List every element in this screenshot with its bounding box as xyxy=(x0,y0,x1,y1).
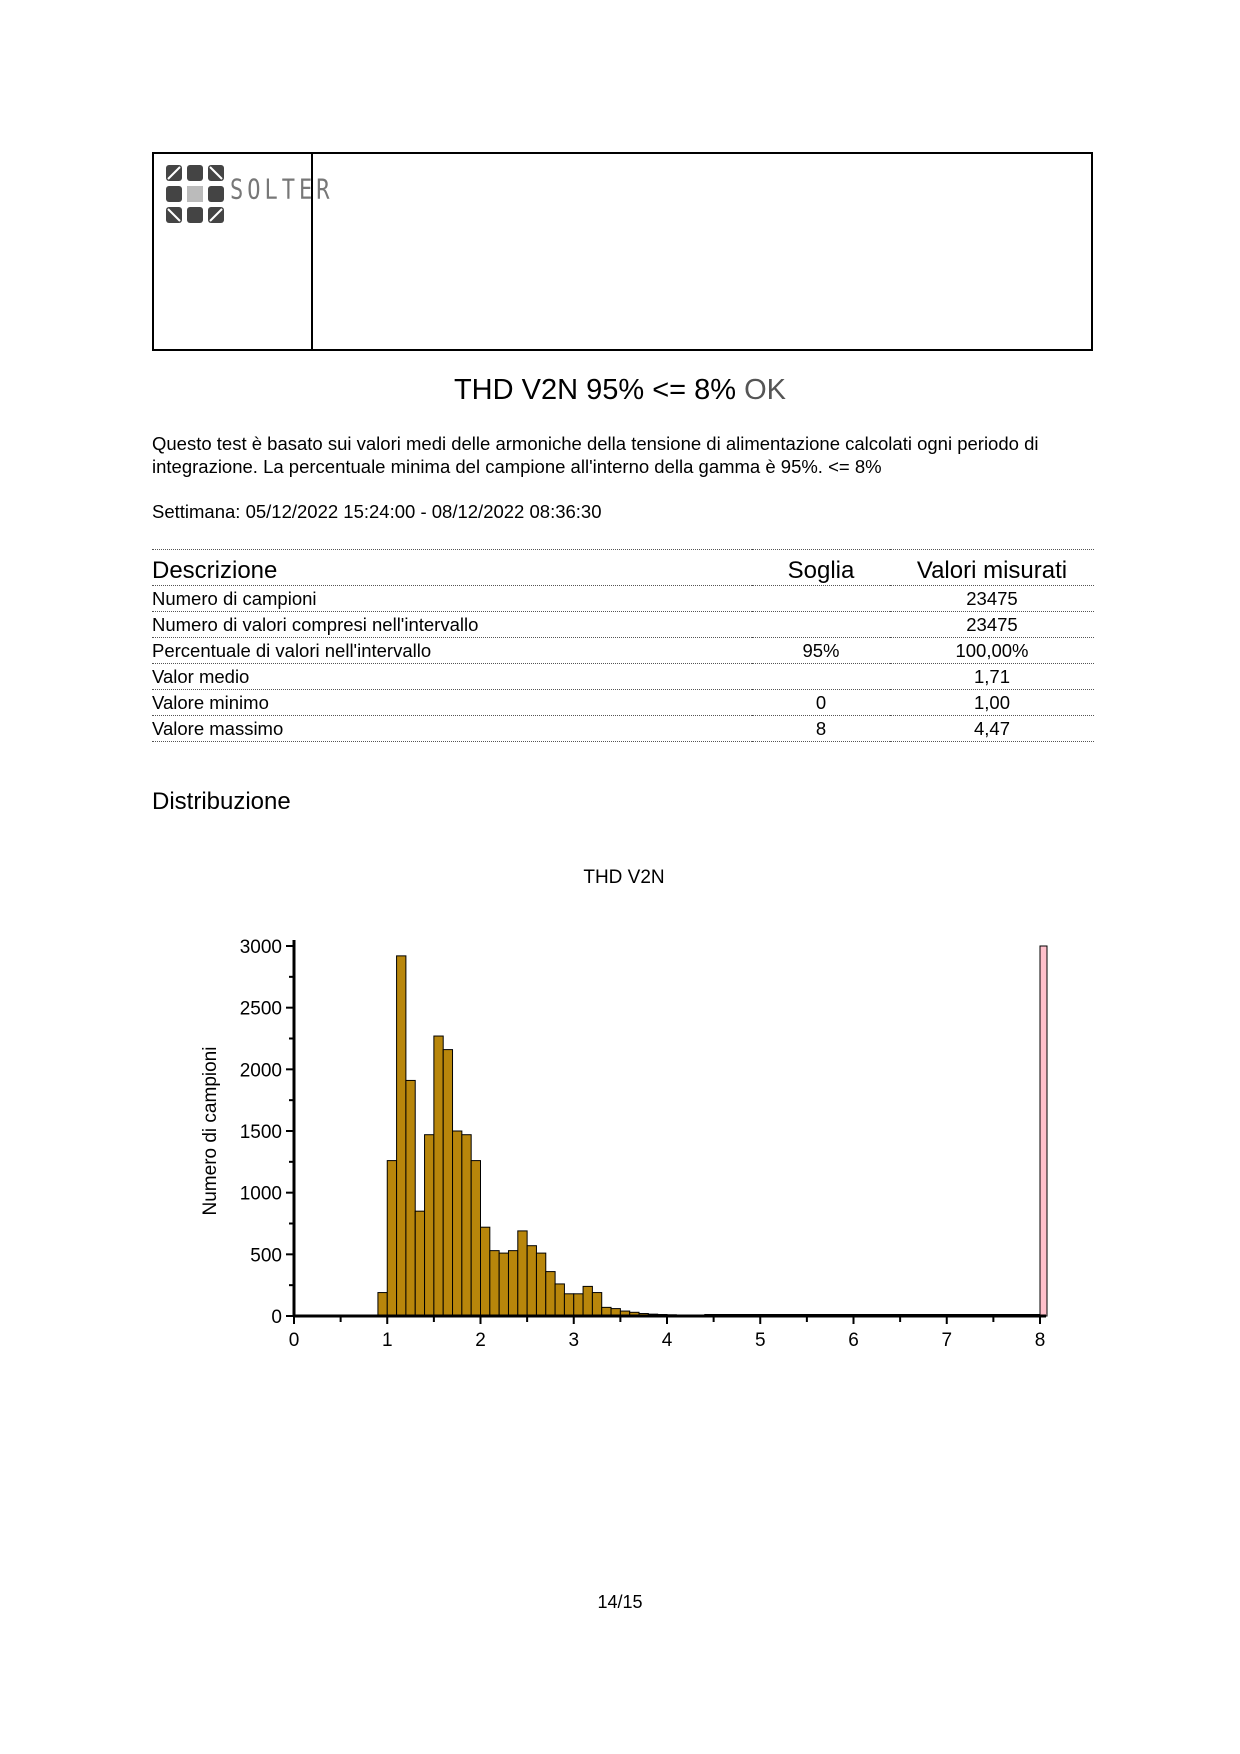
row-value: 23475 xyxy=(890,586,1094,612)
row-label: Valore massimo xyxy=(152,716,752,742)
y-tick-label: 3000 xyxy=(239,937,282,958)
histogram-bar xyxy=(471,1161,480,1316)
header-descrizione: Descrizione xyxy=(152,550,752,586)
row-label: Percentuale di valori nell'intervallo xyxy=(152,638,752,664)
y-axis-label: Numero di campioni xyxy=(200,1046,221,1216)
histogram-bar xyxy=(508,1251,517,1316)
histogram-bar xyxy=(434,1036,443,1316)
x-tick-label: 0 xyxy=(288,1330,300,1351)
chart-title: THD V2N xyxy=(583,867,665,888)
row-threshold: 0 xyxy=(752,690,890,716)
histogram-bar xyxy=(378,1293,387,1316)
title-main: THD V2N 95% <= 8% xyxy=(453,374,737,406)
page-number: 14/15 xyxy=(597,1592,643,1612)
row-label: Valor medio xyxy=(152,664,752,690)
limit-bar xyxy=(1040,946,1047,1316)
histogram-bar xyxy=(462,1135,471,1316)
histogram-bar xyxy=(592,1293,601,1316)
header-soglia: Soglia xyxy=(752,550,890,586)
x-tick-label: 2 xyxy=(475,1330,486,1351)
histogram-bar xyxy=(574,1294,583,1316)
histogram-bar xyxy=(536,1253,545,1316)
row-value: 4,47 xyxy=(890,716,1094,742)
row-label: Numero di valori compresi nell'intervallo xyxy=(152,612,752,638)
y-tick-label: 500 xyxy=(250,1245,282,1267)
x-tick-label: 6 xyxy=(848,1330,859,1351)
histogram-bar xyxy=(443,1050,452,1316)
row-threshold: 8 xyxy=(752,716,890,742)
week-range: Settimana: 05/12/2022 15:24:00 - 08/12/2022 08:36:30 xyxy=(152,501,602,522)
x-tick-label: 8 xyxy=(1034,1330,1046,1351)
row-value: 1,00 xyxy=(890,690,1094,716)
y-tick-label: 0 xyxy=(271,1307,282,1328)
section-title: Distribuzione xyxy=(152,788,291,815)
row-value: 23475 xyxy=(890,612,1094,638)
row-value: 100,00% xyxy=(890,638,1094,664)
x-tick-label: 5 xyxy=(754,1330,766,1351)
y-tick-label: 2500 xyxy=(239,998,282,1020)
histogram-bar xyxy=(453,1131,462,1316)
row-label: Numero di campioni xyxy=(152,586,752,612)
histogram-bar xyxy=(406,1080,415,1316)
histogram-bar xyxy=(499,1253,508,1316)
row-label: Valore minimo xyxy=(152,690,752,716)
histogram-bar xyxy=(397,956,406,1316)
histogram-bar xyxy=(425,1135,434,1316)
x-tick-label: 1 xyxy=(381,1330,393,1351)
row-threshold: 95% xyxy=(752,638,890,664)
status-text: OK xyxy=(744,374,787,406)
histogram-bar xyxy=(555,1284,564,1316)
x-tick-label: 3 xyxy=(568,1330,580,1351)
y-tick-label: 1500 xyxy=(239,1122,282,1143)
histogram-bar xyxy=(564,1294,573,1316)
logo-text: SOLTER xyxy=(230,174,334,207)
y-tick-label: 1000 xyxy=(239,1183,282,1205)
histogram-bar xyxy=(527,1246,536,1316)
histogram-bar xyxy=(518,1231,527,1316)
histogram-bar xyxy=(415,1211,424,1316)
histogram-bar xyxy=(583,1286,592,1316)
histogram-bar xyxy=(387,1161,396,1316)
y-tick-label: 2000 xyxy=(239,1060,282,1082)
histogram-bar xyxy=(481,1227,490,1316)
test-description: Questo test è basato sui valori medi delle armoniche della tensione di alimentazione calcolati ogni periodo di integrazione. La percentuale minima del campione all'interno della gamma è 95%. <= 8% xyxy=(152,433,1039,477)
x-tick-label: 7 xyxy=(941,1330,953,1351)
histogram-bar xyxy=(546,1272,555,1316)
row-value: 1,71 xyxy=(890,664,1094,690)
x-tick-label: 4 xyxy=(661,1330,673,1351)
histogram-bar xyxy=(490,1251,499,1316)
header-valori: Valori misurati xyxy=(890,550,1094,586)
